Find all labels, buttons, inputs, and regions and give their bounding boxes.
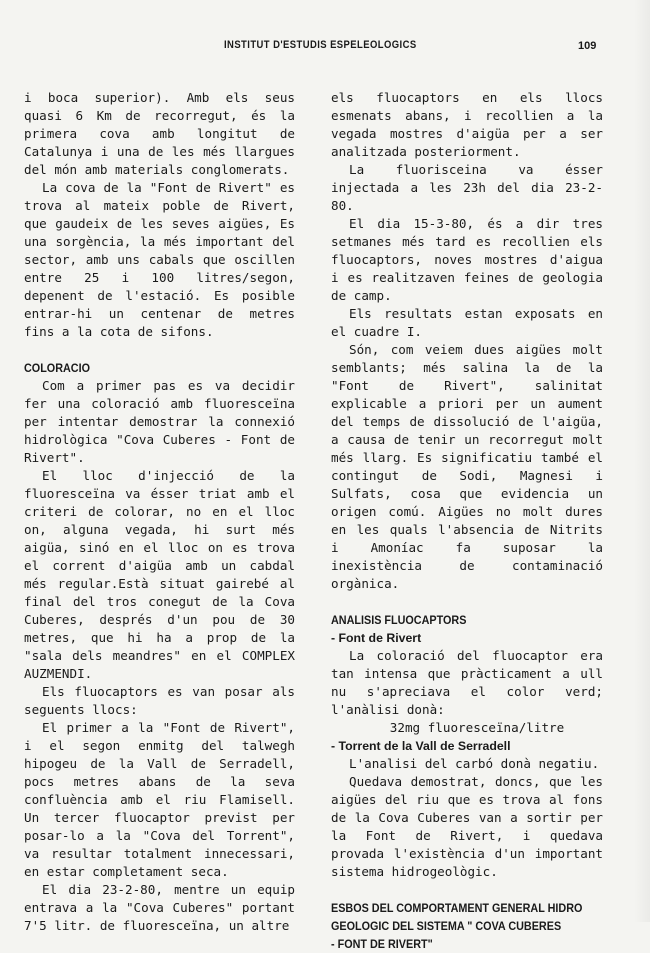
section-heading-esbos-line1: ESBOS DEL COMPORTAMENT GENERAL HIDRO xyxy=(331,901,583,915)
page-edge-shadow xyxy=(634,0,650,922)
section-heading-esbos-line2: GEOLOGIC DEL SISTEMA " COVA CUBERES xyxy=(331,919,562,933)
paragraph: Com a primer pas es va decidir fer una coloració amb fluoresceïna per intentar demostrar la connexió hidrològica "Cova Cuberes - Font de Rivert". xyxy=(24,378,295,465)
analysis-result: 32mg fluoresceïna/litre xyxy=(389,720,565,735)
page-number: 109 xyxy=(578,40,597,52)
subheading-torrent: - Torrent de la Vall de Serradell xyxy=(331,739,511,753)
paragraph: El dia 23-2-80, mentre un equip entrava a la "Cova Cuberes" portant 7'5 litr. de fluoresceïna, un altre xyxy=(24,882,295,933)
paragraph: Són, com veiem dues aigües molt semblants; més salina la de la "Font de Rivert", salinitat explicable a priori per un aument del temps de dissolució de l'aigüa, a causa de tenir un recorregut molt més llarg. Es significatiu també el contingut de Sodi, Magnesi i Sulfats, cosa que evidencia un origen comú. Aigües no molt dures en les quals l'absencia de Nitrits i Amoníac fa suposar la inexistència de contaminació orgànica. xyxy=(331,342,603,591)
paragraph: Quedava demostrat, doncs, que les aigües del riu que es trova al fons de la Cova Cuberes van a sortir per la Font de Rivert, i quedava provada l'existència d'un important sistema hidrogeològic. xyxy=(331,774,603,879)
subheading-font-de-rivert: - Font de Rivert xyxy=(331,631,422,645)
paragraph: els fluocaptors en els llocs esmenats abans, i recollien a la vegada mostres d'aigüa per a ser analitzada posteriorment. xyxy=(331,90,603,159)
paragraph: La cova de la "Font de Rivert" es trova al mateix poble de Rivert, que gaudeix de les seves aigües, Es una sorgència, la més important del sector, amb uns cabals que oscillen entre 25 i 100 litres/segon, depenent de l'estació. Es posible entrar-hi un centenar de metres fins a la cota de sifons. xyxy=(24,180,295,339)
paragraph: La coloració del fluocaptor era tan intensa que pràcticament a ull nu s'apreciava el color verd; l'anàlisi donà: xyxy=(331,648,603,717)
left-column xyxy=(24,89,295,935)
section-heading-analisis: ANALISIS FLUOCAPTORS xyxy=(331,613,467,627)
paragraph: El lloc d'injecció de la fluoresceïna va ésser triat amb el criteri de colorar, no en el lloc on, alguna vegada, hi surt més aigüa, sinó en el lloc on es trova el corrent d'aigüa amb un cabdal més regular.Està situat gairebé al final del tros conegut de la Cova Cuberes, després d'un pou de 30 metres, que hi ha a prop de la "sala dels meandres" en el COMPLEX AUZMENDI. xyxy=(24,468,295,681)
paragraph: El primer a la "Font de Rivert", i el segon enmitg del talwegh hipogeu de la Vall de Serradell, pocs metres abans de la seva confluència amb el riu Flamisell. Un tercer fluocaptor previst per posar-lo a la "Cova del Torrent", va resultar totalment innecessari, en estar completament seca. xyxy=(24,720,295,879)
paragraph: Els fluocaptors es van posar als seguents llocs: xyxy=(24,684,295,717)
paragraph: Els resultats estan exposats en el cuadre I. xyxy=(331,306,603,339)
paragraph: L'analisi del carbó donà negatiu. xyxy=(349,756,600,771)
paragraph: La fluorisceina va ésser injectada a les 23h del dia 23-2-80. xyxy=(331,162,603,213)
section-heading-esbos-line3: - FONT DE RIVERT" xyxy=(331,937,433,951)
right-column xyxy=(331,89,603,953)
paragraph: El dia 15-3-80, és a dir tres setmanes més tard es recollien els fluocaptors, noves mostres d'aigua i es realitzaven feines de geologia de camp. xyxy=(331,216,603,303)
running-head: INSTITUT D'ESTUDIS ESPELEOLOGICS xyxy=(224,39,417,51)
paragraph: i boca superior). Amb els seus quasi 6 Km de recorregut, és la primera cova amb longitut de Catalunya i una de les més llargues del món amb materials conglomerats. xyxy=(24,90,295,177)
section-heading-coloracio: COLORACIO xyxy=(24,361,91,375)
